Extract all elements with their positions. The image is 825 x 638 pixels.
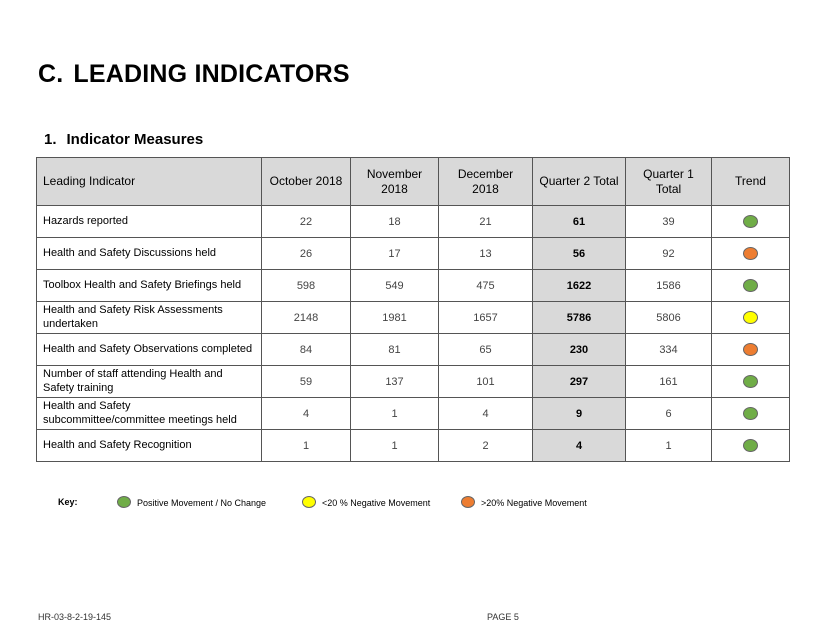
december-value: 13 — [439, 238, 533, 270]
quarter-2-total: 5786 — [533, 302, 626, 334]
quarter-2-total: 56 — [533, 238, 626, 270]
quarter-2-total: 4 — [533, 430, 626, 462]
december-value: 2 — [439, 430, 533, 462]
table-row — [37, 366, 790, 398]
header-december: December 2018 — [439, 158, 533, 206]
indicator-name: Health and Safety subcommittee/committee meetings held — [37, 398, 262, 430]
header-trend: Trend — [712, 158, 790, 206]
section-title: LEADING INDICATORS — [73, 60, 350, 88]
quarter-2-total: 9 — [533, 398, 626, 430]
key-item-positive — [117, 496, 266, 508]
quarter-1-total: 6 — [626, 398, 712, 430]
october-value: 84 — [262, 334, 351, 366]
october-value: 598 — [262, 270, 351, 302]
key-item-text: Positive Movement / No Change — [137, 498, 267, 508]
november-value: 549 — [351, 270, 439, 302]
table-row — [37, 398, 790, 430]
trend-cell — [712, 270, 790, 302]
trend-indicator-icon — [743, 439, 758, 452]
october-value: 4 — [262, 398, 351, 430]
trend-cell — [712, 366, 790, 398]
december-value: 475 — [439, 270, 533, 302]
november-value: 81 — [351, 334, 439, 366]
november-value: 17 — [351, 238, 439, 270]
indicator-name: Health and Safety Recognition — [37, 430, 262, 462]
header-leading-indicator: Leading Indicator — [37, 158, 262, 206]
indicator-name: Hazards reported — [37, 206, 262, 238]
yellow-circle-icon — [302, 496, 316, 508]
indicator-table — [36, 157, 790, 462]
indicator-name: Health and Safety Risk Assessments undertaken — [37, 302, 262, 334]
quarter-2-total: 230 — [533, 334, 626, 366]
indicator-name: Number of staff attending Health and Safety training — [37, 366, 262, 398]
october-value: 59 — [262, 366, 351, 398]
trend-indicator-icon — [743, 343, 758, 356]
december-value: 1657 — [439, 302, 533, 334]
december-value: 4 — [439, 398, 533, 430]
trend-cell — [712, 206, 790, 238]
october-value: 22 — [262, 206, 351, 238]
quarter-2-total: 61 — [533, 206, 626, 238]
indicator-name: Health and Safety Observations completed — [37, 334, 262, 366]
december-value: 65 — [439, 334, 533, 366]
document-reference: HR-03-8-2-19-145 — [38, 612, 112, 622]
quarter-1-total: 39 — [626, 206, 712, 238]
november-value: 18 — [351, 206, 439, 238]
header-october: October 2018 — [262, 158, 351, 206]
trend-cell — [712, 398, 790, 430]
table-row — [37, 334, 790, 366]
key-item-text: <20 % Negative Movement — [322, 498, 431, 508]
december-value: 101 — [439, 366, 533, 398]
section-number: C. — [38, 60, 64, 88]
table-header-row — [37, 158, 790, 206]
table-row — [37, 206, 790, 238]
october-value: 1 — [262, 430, 351, 462]
quarter-1-total: 92 — [626, 238, 712, 270]
quarter-2-total: 1622 — [533, 270, 626, 302]
november-value: 137 — [351, 366, 439, 398]
quarter-1-total: 1 — [626, 430, 712, 462]
october-value: 26 — [262, 238, 351, 270]
table-row — [37, 270, 790, 302]
indicator-name: Health and Safety Discussions held — [37, 238, 262, 270]
key-item-text: >20% Negative Movement — [481, 498, 587, 508]
november-value: 1981 — [351, 302, 439, 334]
quarter-1-total: 334 — [626, 334, 712, 366]
key-item-minor-negative — [302, 496, 430, 508]
october-value: 2148 — [262, 302, 351, 334]
trend-cell — [712, 334, 790, 366]
trend-cell — [712, 430, 790, 462]
trend-cell — [712, 238, 790, 270]
header-november: November 2018 — [351, 158, 439, 206]
november-value: 1 — [351, 430, 439, 462]
quarter-1-total: 161 — [626, 366, 712, 398]
green-circle-icon — [117, 496, 131, 508]
trend-indicator-icon — [743, 311, 758, 324]
trend-indicator-icon — [743, 407, 758, 420]
legend-key — [0, 496, 825, 512]
subsection-heading — [44, 131, 203, 148]
key-label: Key: — [58, 497, 78, 507]
orange-circle-icon — [461, 496, 475, 508]
quarter-1-total: 5806 — [626, 302, 712, 334]
trend-indicator-icon — [743, 247, 758, 260]
table-row — [37, 430, 790, 462]
section-heading — [38, 60, 350, 89]
header-quarter-1: Quarter 1 Total — [626, 158, 712, 206]
trend-indicator-icon — [743, 215, 758, 228]
trend-indicator-icon — [743, 279, 758, 292]
table-row — [37, 302, 790, 334]
november-value: 1 — [351, 398, 439, 430]
quarter-2-total: 297 — [533, 366, 626, 398]
page-number: PAGE 5 — [487, 612, 519, 622]
indicator-name: Toolbox Health and Safety Briefings held — [37, 270, 262, 302]
table-row — [37, 238, 790, 270]
trend-cell — [712, 302, 790, 334]
key-item-major-negative — [461, 496, 587, 508]
subsection-number: 1. — [44, 131, 57, 148]
trend-indicator-icon — [743, 375, 758, 388]
quarter-1-total: 1586 — [626, 270, 712, 302]
header-quarter-2: Quarter 2 Total — [533, 158, 626, 206]
december-value: 21 — [439, 206, 533, 238]
subsection-title: Indicator Measures — [66, 131, 204, 148]
